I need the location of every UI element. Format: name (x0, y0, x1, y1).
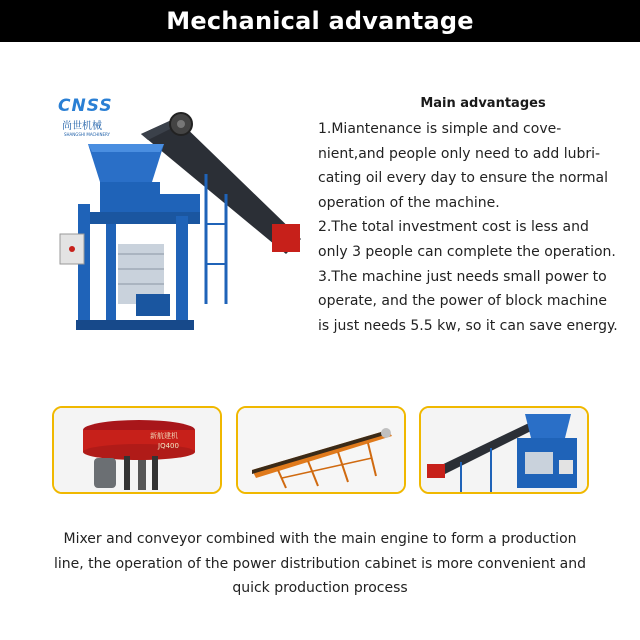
caption-line: Mixer and conveyor combined with the main engine to form a production (63, 531, 577, 547)
advantage-line: 2.The total investment cost is less and (318, 219, 589, 236)
caption-line: quick production process (232, 580, 408, 596)
advantage-line: cating oil every day to ensure the normal (318, 170, 609, 187)
advantage-line: is just needs 5.5 kw, so it can save energy. (318, 317, 618, 334)
mixer-plate-text: 新航建机 (150, 432, 178, 440)
advantage-line: 1.Miantenance is simple and cove- (318, 121, 562, 137)
advantages-title: Main advantages (420, 96, 546, 111)
production-line-image (419, 406, 589, 494)
logo-chinese-name: 尚世机械 (62, 121, 102, 132)
advantage-line: nient,and people only need to add lubri- (318, 145, 601, 162)
header-bar (0, 0, 640, 42)
main-advantages (318, 96, 630, 338)
advantage-line: operate, and the power of block machine (318, 293, 608, 310)
page-title: Mechanical advantage (166, 7, 474, 35)
conveyor-image (236, 406, 406, 494)
logo-english-name: SHANGSHI MACHINERY (64, 132, 110, 137)
block-machine-image (56, 104, 306, 339)
production-line-caption (20, 527, 620, 601)
advantage-line: 3.The machine just needs small power to (318, 268, 607, 285)
mixer-image (52, 406, 222, 494)
logo-mark: CNSS (58, 96, 113, 116)
advantage-line: operation of the machine. (318, 194, 500, 211)
advantage-line: only 3 people can complete the operation. (318, 243, 616, 260)
mixer-model-label: JQ400 (158, 442, 179, 450)
caption-line: line, the operation of the power distribution cabinet is more convenient and (54, 555, 586, 572)
